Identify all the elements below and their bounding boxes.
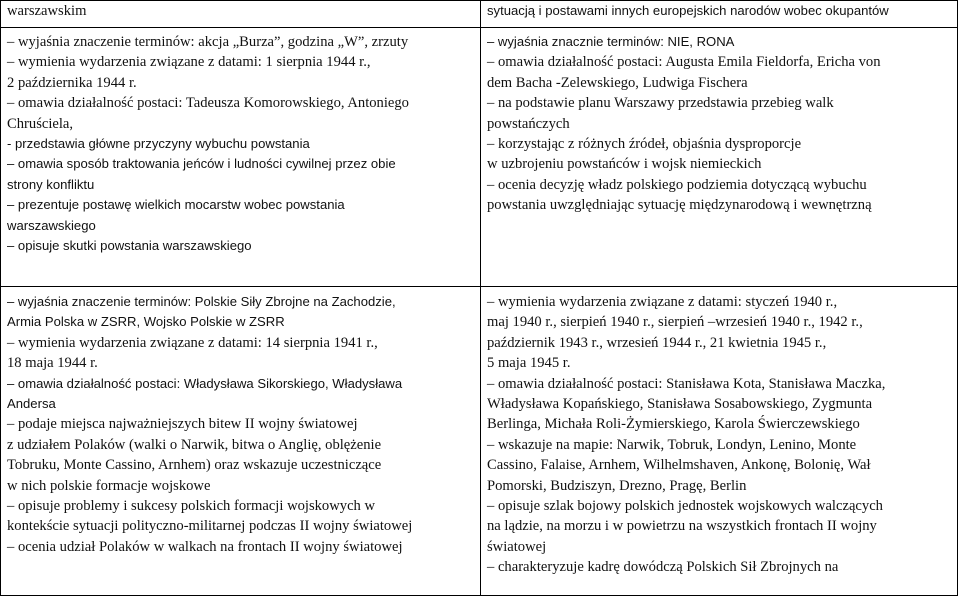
table-row [1,287,958,596]
list-item: Andersa [7,396,56,412]
cell-text: warszawskim [7,3,87,19]
table-cell-top-right [481,1,958,28]
table-cell-polish-forces-left [1,287,481,596]
table-cell-top-left [1,1,481,28]
list-item: Tobruku, Monte Cassino, Arnhem) oraz wskazuje uczestniczące [7,457,382,474]
list-item: 2 października 1944 r. [7,74,137,91]
list-item: Władysława Kopańskiego, Stanisława Sosabowskiego, Zygmunta [487,396,873,413]
list-item: – opisuje problemy i sukcesy polskich formacji wojskowych w [7,498,376,515]
list-item: – omawia działalność postaci: Tadeusza Komorowskiego, Antoniego [7,95,409,112]
list-item: 18 maja 1944 r. [7,355,98,372]
list-item: w nich polskie formacje wojskowe [7,477,211,494]
list-item: – opisuje skutki powstania warszawskiego [7,238,252,254]
list-item: – podaje miejsca najważniejszych bitew II wojny światowej [7,416,358,433]
list-item: powstania uwzględniając sytuację międzynarodową i wewnętrzną [487,197,872,214]
list-item: - przedstawia główne przyczyny wybuchu powstania [7,136,310,152]
list-item: Armia Polska w ZSRR, Wojsko Polskie w ZSRR [7,314,285,330]
list-item: Chruściela, [7,115,74,132]
list-item: – wymienia wydarzenia związane z datami: 1 sierpnia 1944 r., [7,54,371,71]
table-cell-warsaw-uprising-right [481,28,958,287]
cell-text: sytuacją i postawami innych europejskich narodów wobec okupantów [487,3,889,18]
list-item: Cassino, Falaise, Arnhem, Wilhelmshaven, Ankonę, Bolonię, Wał [487,457,871,474]
list-item: – wyjaśnia znacznie terminów: NIE, RONA [487,34,735,49]
list-item: – ocenia udział Polaków w walkach na frontach II wojny światowej [7,538,403,555]
list-item: – prezentuje postawę wielkich mocarstw wobec powstania [7,197,345,213]
list-item: – omawia działalność postaci: Władysława Sikorskiego, Władysława [7,375,403,391]
list-item: – omawia sposób traktowania jeńców i ludności cywilnej przez obie [7,156,396,172]
list-item: – omawia działalność postaci: Augusta Emila Fieldorfa, Ericha von [487,54,881,71]
list-item: – wymienia wydarzenia związane z datami: 14 sierpnia 1941 r., [7,334,378,351]
list-item: powstańczych [487,115,570,132]
list-item: maj 1940 r., sierpień 1940 r., sierpień –wrzesień 1940 r., 1942 r., [487,314,863,331]
list-item: w uzbrojeniu powstańców i wojsk niemieckich [487,156,762,173]
table-cell-warsaw-uprising-left [1,28,481,287]
list-item: strony konfliktu [7,176,95,192]
list-item: światowej [487,538,547,555]
list-item: – wyjaśnia znaczenie terminów: Polskie Siły Zbrojne na Zachodzie, [7,294,396,309]
table-cell-polish-forces-right [481,287,958,596]
table-row [1,28,958,287]
list-item: na lądzie, na morzu i w powietrzu na wszystkich frontach II wojny [487,518,877,535]
list-item: Pomorski, Budziszyn, Drezno, Pragę, Berlin [487,477,747,494]
list-item: Berlinga, Michała Roli-Żymierskiego, Karola Świerczewskiego [487,416,860,433]
list-item: warszawskiego [7,217,96,233]
list-item: – charakteryzuje kadrę dowódczą Polskich Sił Zbrojnych na [487,559,839,576]
list-item: – ocenia decyzję władz polskiego podziemia dotyczącą wybuchu [487,176,867,193]
list-item: – omawia działalność postaci: Stanisława Kota, Stanisława Maczka, [487,375,886,392]
list-item: 5 maja 1945 r. [487,355,571,372]
list-item: – opisuje szlak bojowy polskich jednostek wojskowych walczących [487,498,883,515]
list-item: – wymienia wydarzenia związane z datami: styczeń 1940 r., [487,294,838,310]
table-row [1,1,958,28]
list-item: z udziałem Polaków (walki o Narwik, bitwa o Anglię, oblężenie [7,436,382,453]
list-item: – na podstawie planu Warszawy przedstawia przebieg walk [487,95,834,112]
list-item: – wskazuje na mapie: Narwik, Tobruk, Londyn, Lenino, Monte [487,436,857,453]
list-item: – wyjaśnia znaczenie terminów: akcja „Burza”, godzina „W”, zrzuty [7,34,409,50]
list-item: październik 1943 r., wrzesień 1944 r., 21 kwietnia 1945 r., [487,334,827,351]
list-item: – korzystając z różnych źródeł, objaśnia dysproporcje [487,136,802,153]
list-item: dem Bacha -Zelewskiego, Ludwiga Fischera [487,74,748,91]
list-item: kontekście sytuacji polityczno-militarnej podczas II wojny światowej [7,518,413,535]
